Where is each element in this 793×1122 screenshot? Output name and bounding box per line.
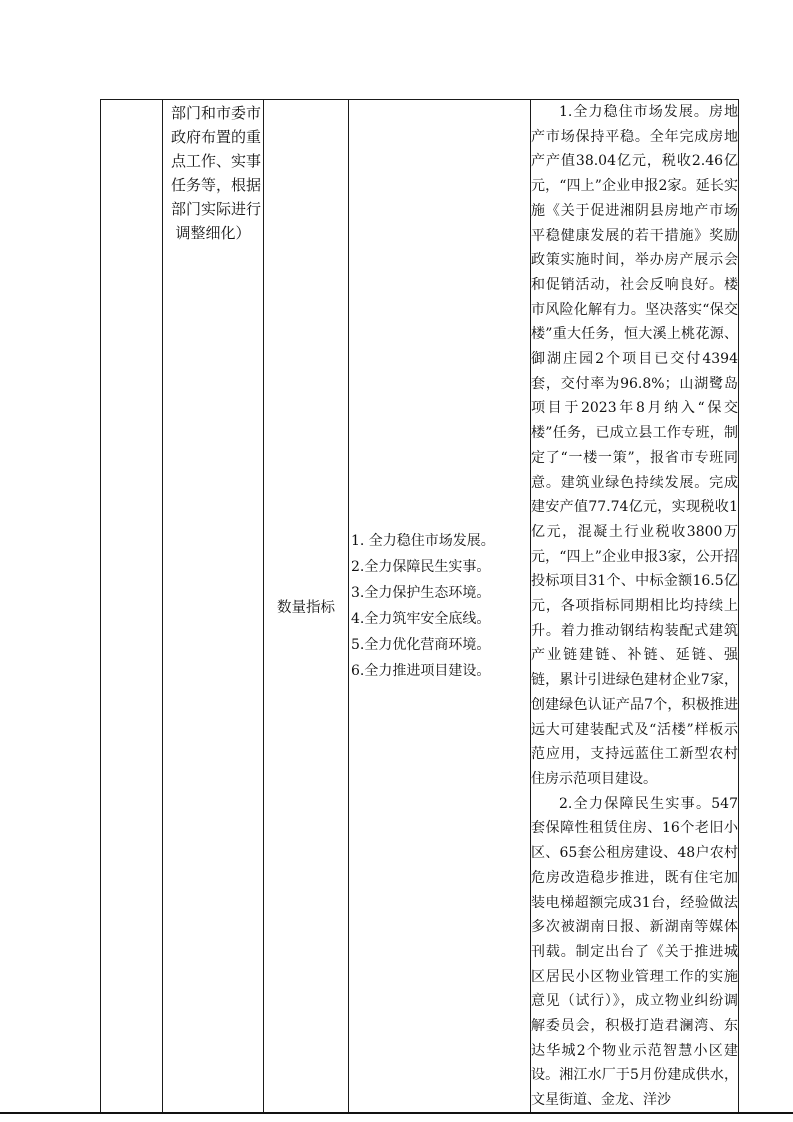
goal-item: 5.全力优化营商环境。 xyxy=(351,637,491,654)
scope-note xyxy=(163,100,263,245)
table-row xyxy=(101,100,739,1114)
scope-note-last-line: 调整细化） xyxy=(175,224,251,242)
goal-item: 1. 全力稳住市场发展。 xyxy=(351,533,495,550)
category-cell xyxy=(101,100,163,1114)
goal-item: 2.全力保障民生实事。 xyxy=(351,559,491,576)
goal-item: 6.全力推进项目建设。 xyxy=(351,663,491,680)
detail-paragraph: 1.全力稳住市场发展。房地产市场保持平稳。全年完成房地产产值38.04亿元，税收2.46亿元，“四上”企业申报2家。延长实施《关于促进湘阴县房地产市场平稳健康发展的若干措施》奖励政策实施时间，举办房产展示会和促销活动，社会反响良好。楼市风险化解有力。坚决落实“保交楼”重大任务，恒大溪上桃花源、御湖庄园2个项目已交付4394套，交付率为96.8%；山湖鹭岛项目于2023年8月纳入“保交楼”任务，已成立县工作专班，制定了“一楼一策”，报省市专班同意。建筑业绿色持续发展。完成建安产值77.74亿元，实现税收1亿元，混凝土行业税收3800万元，“四上”企业申报3家，公开招投标项目31个、中标金额16.5亿元，各项指标同期相比均持续上升。着力推动钢结构装配式建筑产业链建链、补链、延链、强链，累计引进绿色建材企业7家，创建绿色认证产品7个，积极推进远大可建装配式及“活楼”样板示范应用，支持远蓝住工新型农村住房示范项目建设。 xyxy=(531,104,738,787)
footer-rule xyxy=(0,1112,793,1114)
indicator-label: 数量指标 xyxy=(277,599,335,616)
scope-note-text: 部门和市委市政府布置的重点工作、实事任务等，根据部门实际进行 xyxy=(171,104,262,218)
goals-list xyxy=(349,528,530,684)
detail-paragraph: 2.全力保障民生实事。547套保障性租赁住房、16个老旧小区、65套公租房建设、48户农村危房改造稳步推进，既有住宅加装电梯超额完成31台，经验做法多次被湖南日报、新湖南等媒体刊载。制定出台了《关于推进城区居民小区物业管理工作的实施意见（试行）》，成立物业纠纷调解委员会，积极打造君澜湾、东达华城2个物业示范智慧小区建设。湘江水厂于5月份建成供水，文星街道、金龙、洋沙 xyxy=(531,795,738,1109)
indicator-cell xyxy=(264,100,349,1114)
goal-item: 3.全力保护生态环境。 xyxy=(351,585,491,602)
goals-cell xyxy=(349,100,531,1114)
performance-table xyxy=(100,99,739,1114)
goal-item: 4.全力筑牢安全底线。 xyxy=(351,611,491,628)
scope-note-cell xyxy=(163,100,264,1114)
detail-cell xyxy=(531,100,739,1114)
